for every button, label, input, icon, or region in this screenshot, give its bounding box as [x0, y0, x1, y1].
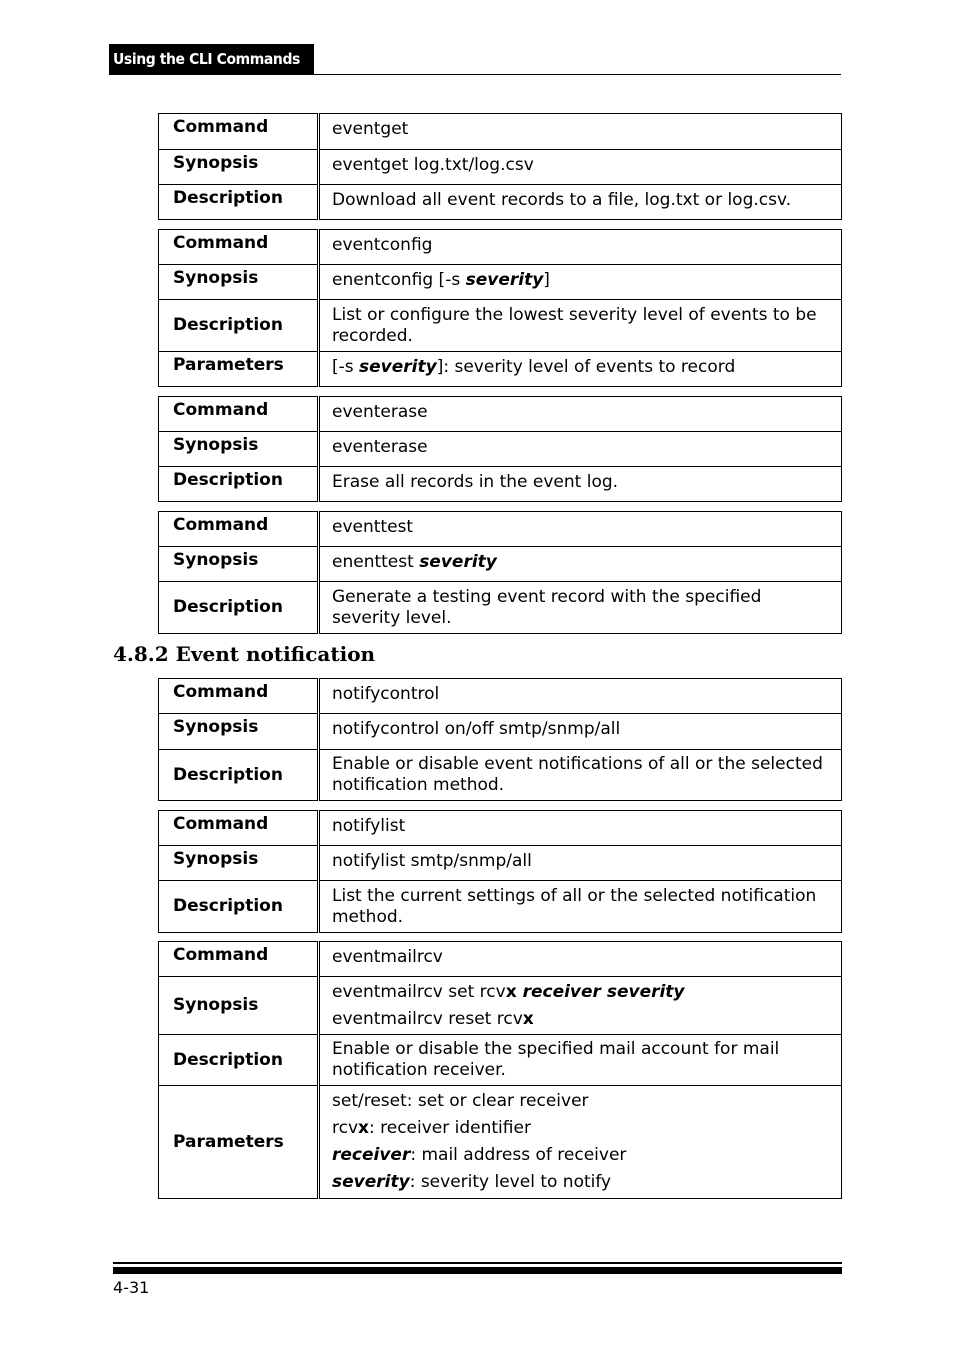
command-row	[159, 512, 842, 547]
section-heading: 4.8.2 Event notification	[113, 642, 376, 666]
command-value: eventmailrcv	[319, 942, 842, 977]
command-table-eventconfig	[158, 229, 842, 387]
parameter-argument: severity	[359, 357, 437, 377]
parameter-text-end: : receiver identifier	[369, 1118, 531, 1138]
description-label: Description	[159, 1035, 319, 1086]
synopsis-row	[159, 714, 842, 750]
parameters-label: Parameters	[159, 1086, 319, 1199]
command-table-eventget	[158, 113, 842, 220]
synopsis-label: Synopsis	[159, 714, 319, 750]
command-table-eventtest	[158, 511, 842, 634]
command-label: Command	[159, 512, 319, 547]
description-row	[159, 582, 842, 634]
description-row	[159, 1035, 842, 1086]
description-label: Description	[159, 467, 319, 502]
synopsis-row	[159, 977, 842, 1035]
parameter-line	[332, 1172, 833, 1193]
synopsis-value: notifycontrol on/off smtp/snmp/all	[319, 714, 842, 750]
synopsis-value: eventerase	[319, 432, 842, 467]
command-value: notifycontrol	[319, 679, 842, 714]
parameter-text: [-s	[332, 357, 360, 377]
command-value: eventconfig	[319, 230, 842, 265]
synopsis-row	[159, 265, 842, 300]
command-value: eventget	[319, 114, 842, 150]
command-row	[159, 230, 842, 265]
description-value: List or configure the lowest severity level of events to be recorded.	[319, 300, 842, 352]
chapter-header-title: Using the CLI Commands	[113, 50, 300, 68]
synopsis-argument: severity	[465, 270, 544, 290]
description-row	[159, 750, 842, 801]
synopsis-row	[159, 150, 842, 185]
command-table-notifycontrol	[158, 678, 842, 801]
synopsis-value: notifylist smtp/snmp/all	[319, 846, 842, 881]
synopsis-row	[159, 547, 842, 582]
synopsis-text: enentconfig [-s	[332, 270, 466, 290]
parameter-line: set/reset: set or clear receiver	[332, 1091, 589, 1111]
synopsis-value: eventget log.txt/log.csv	[319, 150, 842, 185]
command-row	[159, 811, 842, 846]
synopsis-value	[319, 547, 842, 582]
command-label: Command	[159, 811, 319, 846]
command-value: eventerase	[319, 397, 842, 432]
parameters-value	[319, 1086, 842, 1199]
parameter-argument: severity	[332, 1172, 410, 1192]
description-row	[159, 300, 842, 352]
synopsis-line	[332, 982, 833, 1003]
command-label: Command	[159, 230, 319, 265]
description-row	[159, 185, 842, 220]
footer-rule-thick	[113, 1267, 842, 1274]
synopsis-text: eventmailrcv set rcv	[332, 981, 506, 1002]
footer-rule-thin	[113, 1262, 842, 1264]
description-label: Description	[159, 881, 319, 933]
command-value: notifylist	[319, 811, 842, 846]
command-label: Command	[159, 397, 319, 432]
parameters-label: Parameters	[159, 352, 319, 387]
synopsis-text: eventmailrcv reset rcv	[332, 1008, 523, 1029]
parameter-text: rcv	[332, 1118, 359, 1138]
command-label: Command	[159, 942, 319, 977]
synopsis-value	[319, 265, 842, 300]
parameters-value	[319, 352, 842, 387]
command-label: Command	[159, 114, 319, 150]
command-row	[159, 114, 842, 150]
header-rule	[109, 74, 841, 75]
description-value: Generate a testing event record with the specified severity level.	[319, 582, 842, 634]
parameter-index: x	[358, 1118, 369, 1138]
synopsis-label: Synopsis	[159, 846, 319, 881]
description-value: Enable or disable event notifications of all or the selected notification method.	[319, 750, 842, 801]
description-value: Erase all records in the event log.	[319, 467, 842, 502]
command-row	[159, 679, 842, 714]
description-label: Description	[159, 300, 319, 352]
synopsis-index: x	[505, 981, 517, 1002]
synopsis-row	[159, 846, 842, 881]
synopsis-label: Synopsis	[159, 547, 319, 582]
synopsis-label: Synopsis	[159, 150, 319, 185]
description-label: Description	[159, 750, 319, 801]
parameter-line	[332, 1145, 833, 1166]
synopsis-label: Synopsis	[159, 265, 319, 300]
synopsis-argument: severity	[419, 552, 497, 572]
parameter-argument: receiver	[332, 1145, 411, 1165]
description-value: List the current settings of all or the selected notification method.	[319, 881, 842, 933]
synopsis-arguments: receiver severity	[516, 981, 685, 1002]
description-value: Enable or disable the specified mail account for mail notification receiver.	[319, 1035, 842, 1086]
command-table-notifylist	[158, 810, 842, 933]
synopsis-text-end: ]	[543, 270, 550, 290]
chapter-header-tab	[109, 44, 314, 75]
command-table-eventerase	[158, 396, 842, 502]
parameter-line	[332, 1118, 833, 1139]
parameters-row	[159, 1086, 842, 1199]
synopsis-index: x	[522, 1008, 534, 1029]
synopsis-value	[319, 977, 842, 1035]
synopsis-label: Synopsis	[159, 432, 319, 467]
command-table-eventmailrcv	[158, 941, 842, 1199]
description-label: Description	[159, 185, 319, 220]
description-value: Download all event records to a file, log.txt or log.csv.	[319, 185, 842, 220]
description-row	[159, 881, 842, 933]
parameter-text-end: : mail address of receiver	[410, 1145, 627, 1165]
command-row	[159, 397, 842, 432]
command-value: eventtest	[319, 512, 842, 547]
description-label: Description	[159, 582, 319, 634]
synopsis-line	[332, 1009, 833, 1030]
synopsis-label: Synopsis	[159, 977, 319, 1035]
parameters-row	[159, 352, 842, 387]
parameter-text-end: ]: severity level of events to record	[436, 357, 736, 377]
synopsis-row	[159, 432, 842, 467]
command-label: Command	[159, 679, 319, 714]
command-row	[159, 942, 842, 977]
synopsis-text: enenttest	[332, 552, 420, 572]
description-row	[159, 467, 842, 502]
page-number: 4-31	[113, 1278, 150, 1297]
parameter-text-end: : severity level to notify	[409, 1172, 612, 1192]
